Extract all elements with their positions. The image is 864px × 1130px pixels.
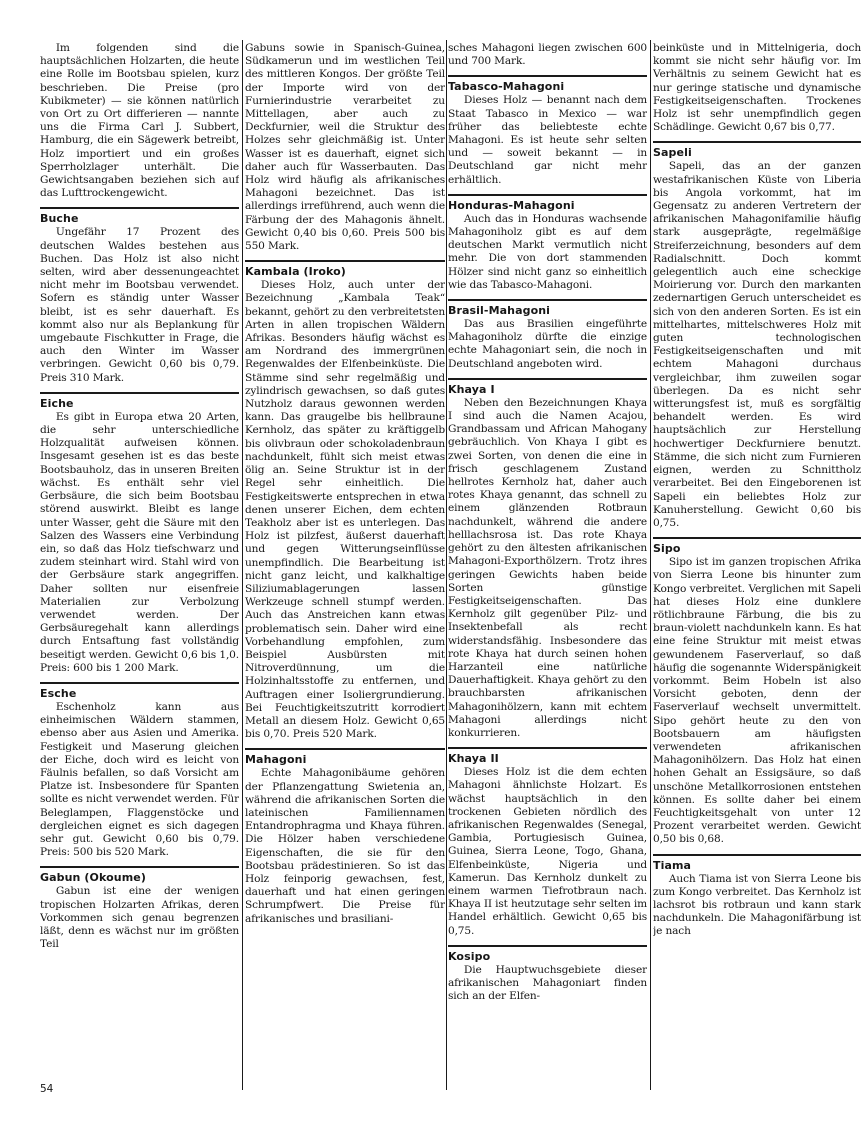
section-text: beinküste und in Mittelnigeria, doch kommt sie nicht sehr häufig vor. Im Verhältnis zu seinem Gewicht hat es nur geringe statische und dynamische Festigkeitseigenschaften. Trockenes Holz ist sehr unempfindlich gegen Schädlinge. Gewicht 0,67 bis 0,77. xyxy=(653,42,861,134)
section-heading: Eiche xyxy=(40,396,74,410)
section-heading: Kambala (Iroko) xyxy=(245,265,346,279)
section-buche xyxy=(40,207,239,388)
section-heading: Esche xyxy=(40,686,77,700)
section-tabasco xyxy=(448,75,647,190)
page xyxy=(40,40,862,1090)
section-text: Auch das in Honduras wachsende Mahagoniholz gibt es auf dem deutschen Markt vermutlich nicht mehr. Die von dort stammenden Hölzer sind nicht ganz so einheitlich wie das Tabasco-Mahagoni. xyxy=(448,212,647,291)
section-text: Dieses Holz, auch unter der Bezeichnung „Kambala Teak“ bekannt, gehört zu den verbreitetsten Arten in allen tropischen Wäldern Afrikas. Besonders häufig wächst es am Nordrand des immergrünen Regenwaldes der Elfenbeinküste. Die Stämme sind sehr regelmäßig und zylindrisch gewachsen, so daß gutes Nutzholz daraus gewonnen werden kann. Das graugelbe bis hellbraune Kernholz, das später zu kräftiggelb bis olivbraun oder schokoladenbraun nachdunkelt, fühlt sich meist etwas ölig an. Seine Struktur ist in der Regel sehr einheitlich. Die Festigkeitswerte entsprechen in etwa denen unserer Eichen, dem echten Teakholz aber ist es unterlegen. Das Holz ist pilzfest, äußerst dauerhaft und gegen Witterungseinflüsse unempfindlich. Die Bearbeitung ist nicht ganz leicht, und kalkhaltige Siliziumablagerungen lassen Werkzeuge schnell stumpf werden. Auch das Anstreichen kann etwas problematisch sein. Daher wird eine Vorbehandlung empfohlen, zum Beispiel Ausbürsten mit Nitroverdünnung, um die Holzinhaltsstoffe zu entfernen, und Auftragen einer Isoliergrundierung. Bei Feuchtigkeitszutritt korrodiert Metall an diesem Holz. Gewicht 0,65 bis 0,70. Preis 520 Mark. xyxy=(245,279,445,741)
section-heading: Tiama xyxy=(653,858,692,872)
section-intro xyxy=(40,40,239,204)
section-text: Es gibt in Europa etwa 20 Arten, die sehr unterschiedliche Holzqualität aufweisen können. Insgesamt gesehen ist es das beste Bootsbauholz, das in unseren Breiten wächst. Es enthält sehr viel Gerbsäure, die sich beim Bootsbau störend auswirkt. Bleibt es lange unter Wasser, geht die Säure mit den Salzen des Wassers eine Verbindung ein, so daß das Holz tiefschwarz und zudem steinhart wird. Stahl wird von der Gerbsäure stark angegriffen. Daher sollten nur eisenfreie Materialien zur Verbolzung verwendet werden. Der Gerbsäuregehalt kann allerdings durch Entsaftung fast vollständig beseitigt werden. Gewicht 0,6 bis 1,0. Preis: 600 bis 1 200 Mark. xyxy=(40,410,239,674)
section-text: Auch Tiama ist von Sierra Leone bis zum Kongo verbreitet. Das Kernholz ist lachsrot bis rotbraun und kann stark nachdunkeln. Die Mahagonifärbung ist je nach xyxy=(653,872,861,938)
section-brasil xyxy=(448,299,647,375)
section-heading: Tabasco-Mahagoni xyxy=(448,80,565,94)
section-heading: Sapeli xyxy=(653,146,692,160)
section-sipo xyxy=(653,537,861,850)
section-mahagoni xyxy=(245,748,445,929)
section-tiama xyxy=(653,854,861,943)
section-text: Sipo ist im ganzen tropischen Afrika von Sierra Leone bis hinunter zum Kongo verbreitet. Verglichen mit Sapeli hat dieses Holz eine dunklere rötlichbraune Färbung, die bis zu braun-violett nachdunkeln kann. Es hat eine feine Struktur mit meist etwas gewundenem Faserverlauf, so daß häufig die sogenannte Widerspänigkeit vorkommt. Beim Hobeln ist also Vorsicht geboten, denn der Faserverlauf wechselt unvermittelt. Sipo gehört heute zu den von Bootsbauern am häufigsten verwendeten afrikanischen Mahagonihölzern. Das Holz hat einen hohen Gehalt an Essigsäure, so daß unschöne Metallkorrosionen entstehen können. Es sollte daher bei einem Feuchtigkeitsgehalt von unter 12 Prozent verarbeitet werden. Gewicht 0,50 bis 0,68. xyxy=(653,556,861,846)
section-heading: Sipo xyxy=(653,542,681,556)
section-heading: Khaya I xyxy=(448,382,495,396)
column-rule xyxy=(242,40,243,1090)
page-number: 54 xyxy=(40,1083,54,1095)
section-kosipo-continued xyxy=(653,40,861,138)
section-mahagoni-continued xyxy=(448,40,647,72)
section-text: Dieses Holz ist die dem echten Mahagoni ähnlichste Holzart. Es wächst hauptsächlich in den trockenen Gebieten nördlich des afrikanischen Regenwaldes (Senegal, Gambia, Portugiesisch Guinea, Guinea, Sierra Leone, Togo, Ghana, Elfenbeinküste, Nigeria und Kamerun. Das Kernholz dunkelt zu einem warmen Tiefrotbraun nach. Khaya II ist heutzutage sehr selten im Handel erhältlich. Gewicht 0,65 bis 0,75. xyxy=(448,766,647,937)
section-text: Gabun ist eine der wenigen tropischen Holzarten Afrikas, deren Vorkommen sich genau begrenzen läßt, denn es wächst nur im größten Teil xyxy=(40,885,239,951)
section-text: Gabuns sowie in Spanisch-Guinea, Südkamerun und im westlichen Teil des mittleren Kongos. Der größte Teil der Importe wird von der Furnierindustrie verarbeitet zu Mittellagen, aber auch zu Deckfurnier, weil die Struktur des Holzes sehr gleichmäßig ist. Unter Wasser ist es dauerhaft, eignet sich daher auch für Wasserbauten. Das Holz wird häufig als afrikanisches Mahagoni bezeichnet. Das ist allerdings irreführend, auch wenn die Färbung der des Mahagonis ähnelt. Gewicht 0,40 bis 0,60. Preis 500 bis 550 Mark. xyxy=(245,42,445,253)
section-heading: Mahagoni xyxy=(245,753,307,767)
section-text: Die Hauptwuchsgebiete dieser afrikanischen Mahagoniart finden sich an der Elfen- xyxy=(448,963,647,1003)
section-heading: Honduras-Mahagoni xyxy=(448,198,575,212)
column-3 xyxy=(448,40,647,1090)
column-2 xyxy=(245,40,445,1090)
column-rule xyxy=(650,40,651,1090)
column-4 xyxy=(653,40,861,1090)
section-sapeli xyxy=(653,141,861,534)
section-text: Sapeli, das an der ganzen westafrikanischen Küste von Liberia bis Angola vorkommt, hat im Gegensatz zu anderen Vertretern der afrikanischen Mahagonifamilie häufig stark ausgeprägte, regelmäßige Streiferzeichnung, besonders auf dem Radialschnitt. Doch kommt gelegentlich auch eine scheckige Moirierung vor. Durch den markanten zedernartigen Geruch unterscheidet es sich von den anderen Sorten. Es ist ein mittelhartes, mittelschweres Holz mit guten technologischen Festigkeitseigenschaften und mit echtem Mahagoni durchaus vergleichbar, ihm zuweilen sogar überlegen. Da es nicht sehr witterungsfest ist, muß es sorgfältig behandelt werden. Es wird hauptsächlich zur Herstellung hochwertiger Deckfurniere benutzt. Stämme, die sich nicht zum Furnieren eignen, werden zu Schnittholz verarbeitet. Bei den Eingeborenen ist Sapeli ein beliebtes Holz zur Kanuherstellung. Gewicht 0,60 bis 0,75. xyxy=(653,160,861,529)
section-text: Dieses Holz — benannt nach dem Staat Tabasco in Mexico — war früher das beliebteste echte Mahagoni. Es ist heute sehr selten und — soweit bekannt — in Deutschland gar nicht mehr erhältlich. xyxy=(448,94,647,186)
section-heading: Buche xyxy=(40,212,79,226)
section-kambala xyxy=(245,260,445,745)
section-khaya-2 xyxy=(448,747,647,942)
section-honduras xyxy=(448,194,647,296)
section-eiche xyxy=(40,392,239,679)
section-text: Neben den Bezeichnungen Khaya I sind auch die Namen Acajou, Grandbassam und African Mahogany gebräuchlich. Von Khaya I gibt es zwei Sorten, von denen die eine in frisch geschlagenem Zustand hellrotes Kernholz hat, daher auch rotes Khaya genannt, das schnell zu einem glänzenden Rotbraun nachdunkelt, während die andere helllachsrosa ist. Das rote Khaya gehört zu den ältesten afrikanischen Mahagoni-Exporthölzern. Trotz ihres geringen Gewichts haben beide Sorten günstige Festigkeitseigenschaften. Das Kernholz gilt gegenüber Pilz- und Insektenbefall als recht widerstandsfähig. Insbesondere das rote Khaya hat durch seinen hohen Harzanteil eine natürliche Dauerhaftigkeit. Khaya gehört zu den brauchbarsten afrikanischen Mahagonihölzern, kann mit echtem Mahagoni allerdings nicht konkurrieren. xyxy=(448,396,647,739)
section-heading: Kosipo xyxy=(448,949,491,963)
section-text: Ungefähr 17 Prozent des deutschen Waldes bestehen aus Buchen. Das Holz ist also nicht selten, wird aber dessenungeachtet nicht mehr im Bootsbau verwendet. Sofern es ständig unter Wasser bleibt, ist es sehr dauerhaft. Es kommt also nur als Beplankung für umgebaute Fischkutter in Frage, die auch den Winter im Wasser verbringen. Gewicht 0,60 bis 0,79. Preis 310 Mark. xyxy=(40,226,239,384)
section-heading: Khaya II xyxy=(448,752,499,766)
section-text: Eschenholz kann aus einheimischen Wäldern stammen, ebenso aber aus Asien und Amerika. Festigkeit und Maserung gleichen der Eiche, doch wird es leicht von Fäulnis befallen, so daß Vorsicht am Platze ist. Insbesondere für Spanten sollte es nicht verwendet werden. Für Beleglampen, Flaggenstöcke und dergleichen eignet es sich dagegen sehr gut. Gewicht 0,60 bis 0,79. Preis: 500 bis 520 Mark. xyxy=(40,700,239,859)
section-heading: Gabun (Okoume) xyxy=(40,871,146,885)
section-text: Das aus Brasilien eingeführte Mahagoniholz dürfte die einzige echte Mahagoniart sein, die noch in Deutschland angeboten wird. xyxy=(448,318,647,370)
section-gabun xyxy=(40,866,239,955)
section-esche xyxy=(40,682,239,863)
section-kosipo xyxy=(448,945,647,1008)
column-1 xyxy=(40,40,239,1090)
section-heading: Brasil-Mahagoni xyxy=(448,304,551,318)
section-gabun-continued xyxy=(245,40,445,257)
section-text: sches Mahagoni liegen zwischen 600 und 700 Mark. xyxy=(448,42,647,68)
section-text: Echte Mahagonibäume gehören der Pflanzengattung Swietenia an, während die afrikanischen Sorten die lateinischen Familiennamen Entandrophragma und Khaya führen. Die Hölzer haben verschiedene Eigenschaften, die sie für den Bootsbau prädestinieren. So ist das Holz feinporig gewachsen, fest, dauerhaft und hat einen geringen Schrumpfwert. Die Preise für afrikanisches und brasiliani- xyxy=(245,767,445,925)
column-rule xyxy=(446,40,447,1090)
intro-text: Im folgenden sind die hauptsächlichen Holzarten, die heute eine Rolle im Bootsbau spielen, kurz beschrieben. Die Preise (pro Kubikmeter) — sie können natürlich von Ort zu Ort differieren — nannte uns die Firma Carl J. Subbert, Hamburg, die ein Sägewerk betreibt, Holz importiert und ein großes Sperrholzlager unterhält. Die Gewichtsangaben beziehen sich auf das Lufttrockengewicht. xyxy=(40,42,239,200)
section-khaya-1 xyxy=(448,378,647,744)
